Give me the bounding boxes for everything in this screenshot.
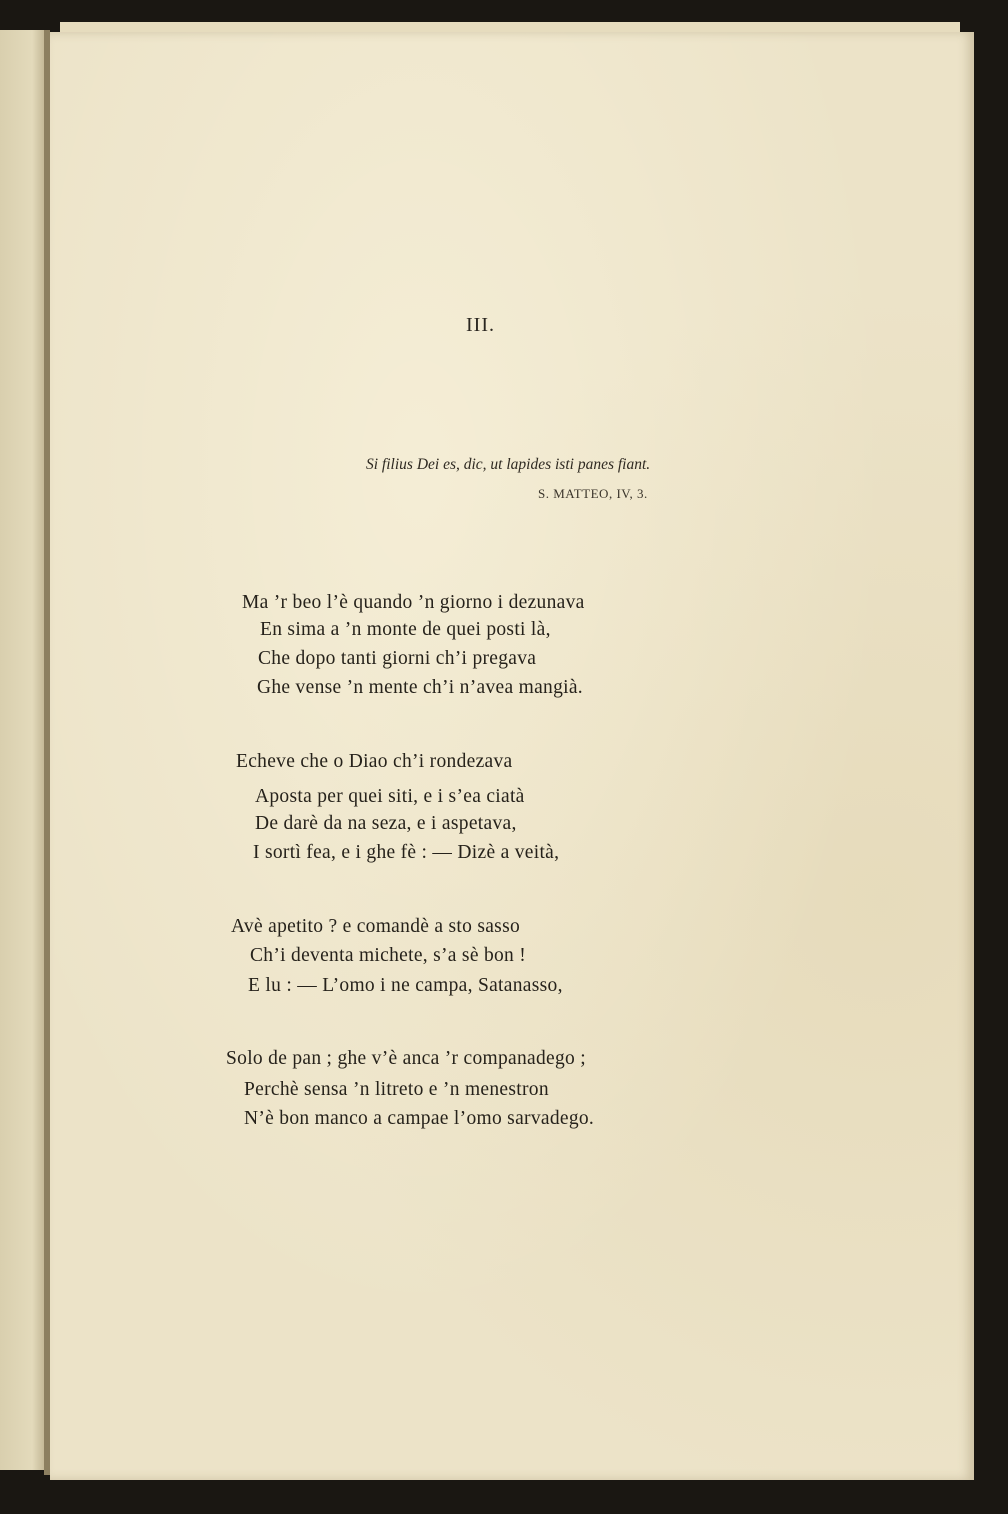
poem-line: Aposta per quei siti, e i s’ea ciatà	[255, 786, 525, 807]
poem-line: E lu : — L’omo i ne campa, Satanasso,	[248, 975, 563, 996]
poem-line: I sortì fea, e i ghe fè : — Dizè a veità,	[253, 842, 560, 863]
epigraph-source: S. MATTEO, IV, 3.	[538, 486, 648, 501]
poem-line: Ma ’r beo l’è quando ’n giorno i dezunava	[242, 592, 585, 613]
poem-line: De darè da na seza, e i aspetava,	[255, 813, 517, 834]
book-page	[50, 32, 974, 1480]
poem-line: En sima a ’n monte de quei posti là,	[260, 619, 551, 640]
poem-line: Che dopo tanti giorni ch’i pregava	[258, 648, 537, 669]
poem-line: Perchè sensa ’n litreto e ’n menestron	[244, 1079, 549, 1100]
poem-line: Solo de pan ; ghe v’è anca ’r companadego ;	[226, 1048, 586, 1069]
poem-line: Echeve che o Diao ch’i rondezava	[236, 751, 513, 772]
epigraph-quote: Si filius Dei es, dic, ut lapides isti panes fiant.	[366, 456, 651, 473]
poem-line: Avè apetito ? e comandè a sto sasso	[231, 916, 521, 937]
poem-line: Ghe vense ’n mente ch’i n’avea mangià.	[257, 677, 583, 698]
poem-line: N’è bon manco a campae l’omo sarvadego.	[244, 1108, 595, 1129]
section-number: III.	[466, 314, 495, 336]
facing-page-edge	[0, 30, 46, 1470]
poem-line: Ch’i deventa michete, s’a sè bon !	[250, 945, 527, 966]
